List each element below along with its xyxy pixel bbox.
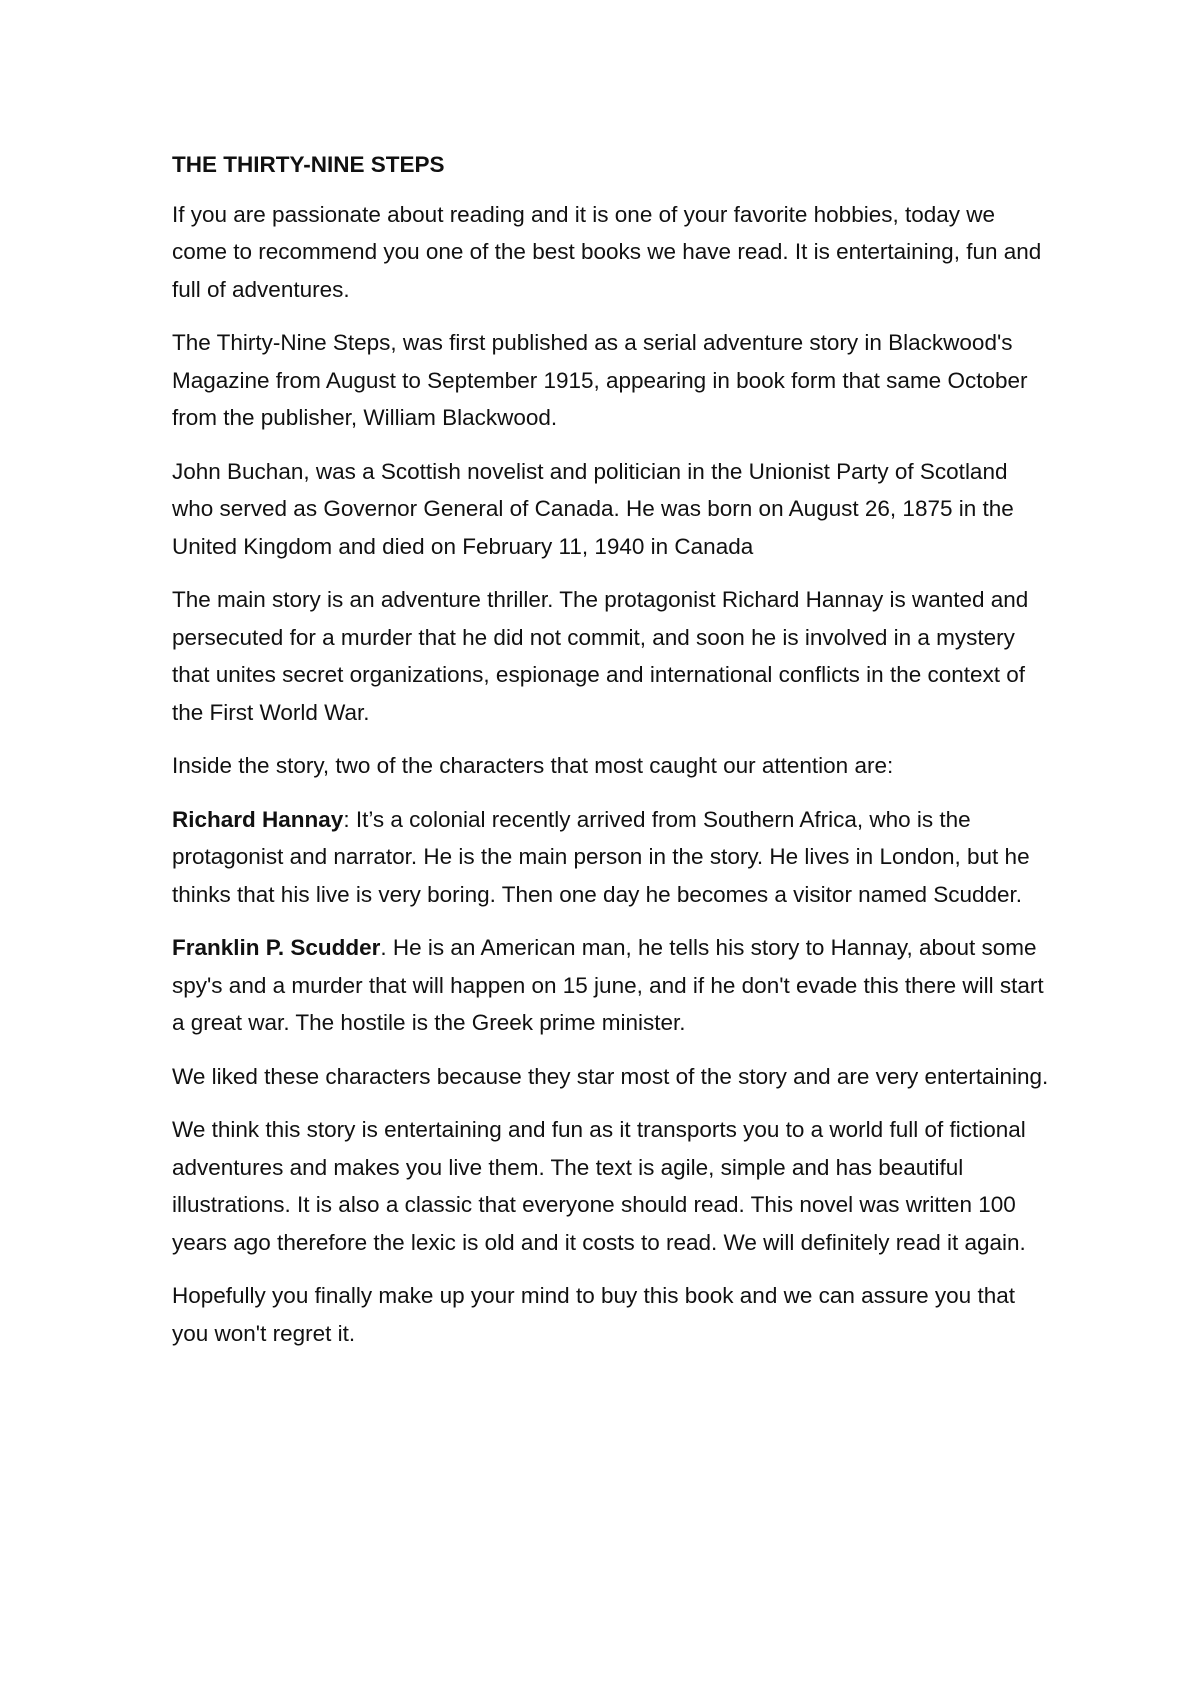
paragraph-intro: If you are passionate about reading and it is one of your favorite hobbies, today we come to recommend you one of the best books we have read. It is entertaining, fun and full of adventures. bbox=[172, 201, 1042, 302]
character-name: Franklin P. Scudder bbox=[172, 935, 381, 960]
paragraph-conclusion: Hopefully you finally make up your mind to buy this book and we can assure you that you won't regret it. bbox=[172, 1283, 1015, 1346]
character-description: : It’s a colonial recently arrived from Southern Africa, who is the protagonist and narrator. He is the main person in the story. He lives in London, but he thinks that his live is very boring. Then one day he becomes a visitor named Scudder. bbox=[172, 806, 1030, 907]
paragraph-opinion: We think this story is entertaining and fun as it transports you to a world full of fictional adventures and makes you live them. The text is agile, simple and has beautiful illustrations. It is also a classic that everyone should read. This novel was written 100 years ago therefore the lexic is old and it costs to read. We will definitely read it again. bbox=[172, 1117, 1026, 1255]
document-body bbox=[172, 146, 1052, 1368]
paragraph-author: John Buchan, was a Scottish novelist and politician in the Unionist Party of Scotland who served as Governor General of Canada. He was born on August 26, 1875 in the United Kingdom and died on February 11, 1940 in Canada bbox=[172, 458, 1014, 559]
character-name: Richard Hannay bbox=[172, 806, 344, 832]
paragraph-liked-characters: We liked these characters because they star most of the story and are very entertaining. bbox=[172, 1063, 1049, 1089]
paragraph-publication: The Thirty-Nine Steps, was first published as a serial adventure story in Blackwood's Magazine from August to September 1915, appearing in book form that same October from the publisher, William Blackwood. bbox=[172, 330, 1028, 430]
character-description: . He is an American man, he tells his story to Hannay, about some spy's and a murder that will happen on 15 june, and if he don't evade this there will start a great war. The hostile is the Greek prime minister. bbox=[172, 935, 1044, 1035]
paragraph-story: The main story is an adventure thriller. The protagonist Richard Hannay is wanted and persecuted for a murder that he did not commit, and soon he is involved in a mystery that unites secret organizations, espionage and international conflicts in the context of the First World War. bbox=[172, 587, 1029, 725]
paragraph-characters-intro: Inside the story, two of the characters that most caught our attention are: bbox=[172, 753, 894, 778]
character-richard-hannay bbox=[172, 801, 1052, 914]
character-franklin-scudder bbox=[172, 929, 1052, 1042]
document-title: THE THIRTY-NINE STEPS bbox=[172, 152, 445, 177]
